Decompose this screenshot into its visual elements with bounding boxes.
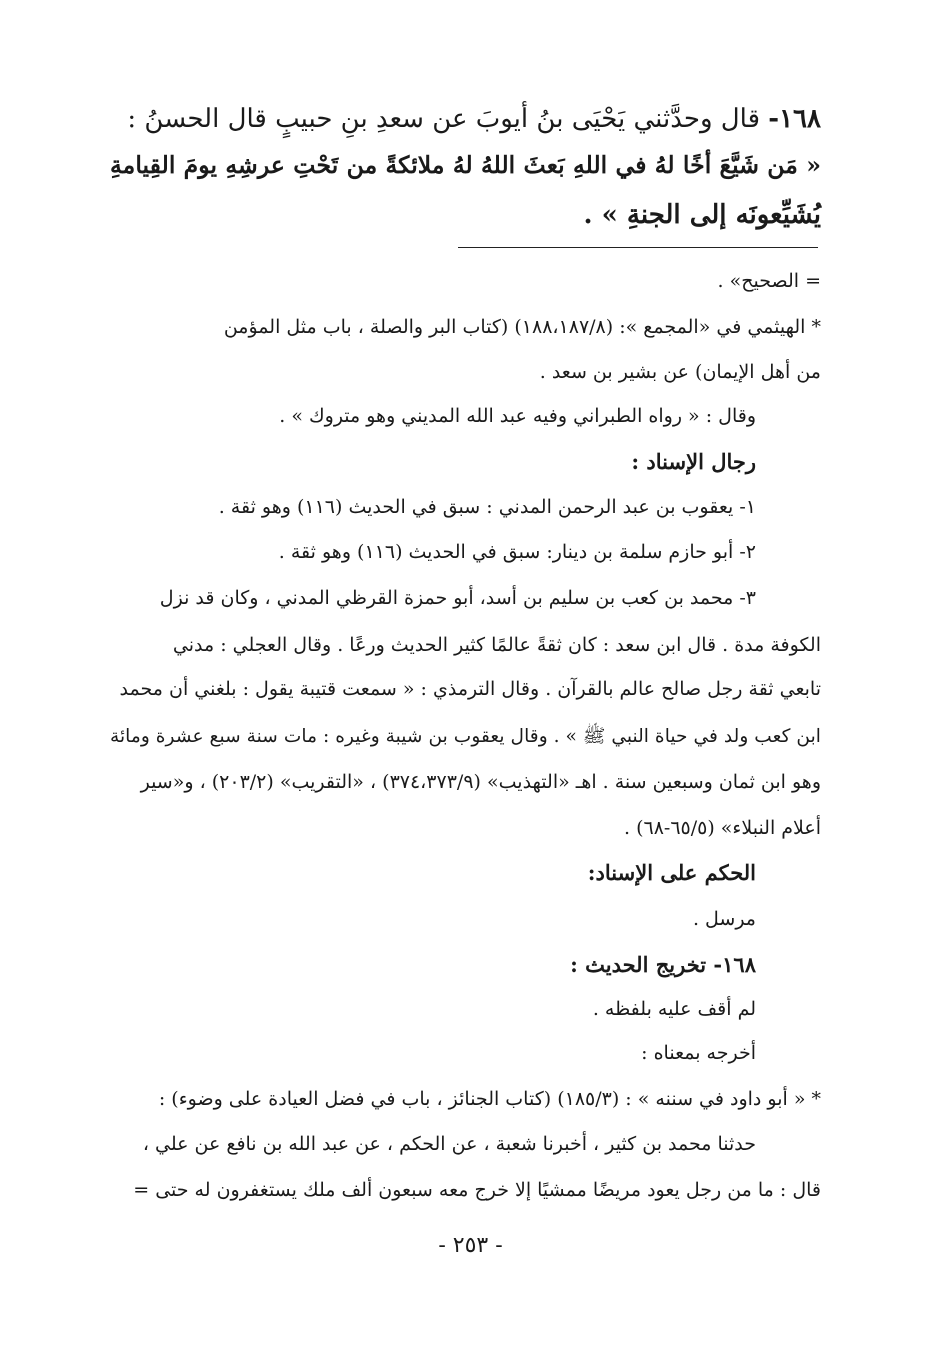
section-heading-ruling: الحكم على الإسناد: xyxy=(587,860,756,885)
hadith-line-2: « مَن شَيَّعَ أخًا لهُ في اللهِ بَعثَ اللهُ لهُ ملائكةً من تَحْتِ عرشِهِ يومَ القِيامةِ xyxy=(109,151,821,179)
note-line: مرسل . xyxy=(692,908,756,930)
note-line: * الهيثمي في «المجمع »: (١٨٨،١٨٧/٨) (كتاب البر والصلة ، باب مثل المؤمن xyxy=(223,316,821,338)
hadith-isnad: قال وحدَّثني يَحْيَى بنُ أيوبَ عن سعدِ بنِ حبيبٍ قال الحسنُ : xyxy=(127,104,761,134)
section-heading-takhrij: ١٦٨- تخريج الحديث : xyxy=(570,952,756,977)
note-line: تابعي ثقة رجل صالح عالم بالقرآن . وقال الترمذي : « سمعت قتيبة يقول : بلغني أن محمد xyxy=(119,678,821,700)
note-line: أعلام النبلاء» (٦٥/٥-٦٨) . xyxy=(623,817,821,839)
note-line: ٢- أبو حازم سلمة بن دينار: سبق في الحديث (١١٦) وهو ثقة . xyxy=(278,541,756,563)
note-line: = الصحيح» . xyxy=(717,270,821,292)
note-line: لم أقف عليه بلفظه . xyxy=(592,998,756,1020)
note-line: قال : ما من رجل يعود مريضًا ممشيًا إلا خرج معه سبعون ألف ملك يستغفرون له حتى = xyxy=(133,1179,821,1201)
note-line: وهو ابن ثمان وسبعين سنة . اهـ «التهذيب» (٣٧٤،٣٧٣/٩) ، «التقريب» (٢٠٣/٢) ، و«سير xyxy=(140,771,821,793)
note-line: حدثنا محمد بن كثير ، أخبرنا شعبة ، عن الحكم ، عن عبد الله بن نافع عن علي ، xyxy=(142,1133,756,1155)
hadith-line-3: يُشَيِّعونَه إلى الجنةِ » . xyxy=(583,200,821,230)
footnote-separator xyxy=(458,247,818,248)
hadith-line-1 xyxy=(127,104,821,134)
section-heading-narrators: رجال الإسناد : xyxy=(631,449,756,474)
note-line: من أهل الإيمان) عن بشير بن سعد . xyxy=(539,361,821,383)
note-line: وقال : « رواه الطبراني وفيه عبد الله المديني وهو متروك » . xyxy=(279,405,756,427)
note-line: الكوفة مدة . قال ابن سعد : كان ثقةً عالمًا كثير الحديث ورعًا . وقال العجلي : مدني xyxy=(172,634,821,656)
note-line: ٣- محمد بن كعب بن سليم بن أسد، أبو حمزة القرظي المدني ، وكان قد نزل xyxy=(159,587,756,609)
note-line: ابن كعب ولد في حياة النبي ﷺ » . وقال يعقوب بن شيبة وغيره : مات سنة سبع عشرة ومائة xyxy=(109,726,821,747)
note-line: * « أبو داود في سننه » : (١٨٥/٣) (كتاب الجنائز ، باب في فضل العيادة على وضوء) : xyxy=(158,1088,821,1110)
page-number: - ٢٥٣ - xyxy=(438,1233,503,1258)
note-line: أخرجه بمعناه : xyxy=(641,1042,756,1064)
hadith-number: ١٦٨- xyxy=(768,104,821,134)
note-line: ١- يعقوب بن عبد الرحمن المدني : سبق في الحديث (١١٦) وهو ثقة . xyxy=(218,496,756,518)
